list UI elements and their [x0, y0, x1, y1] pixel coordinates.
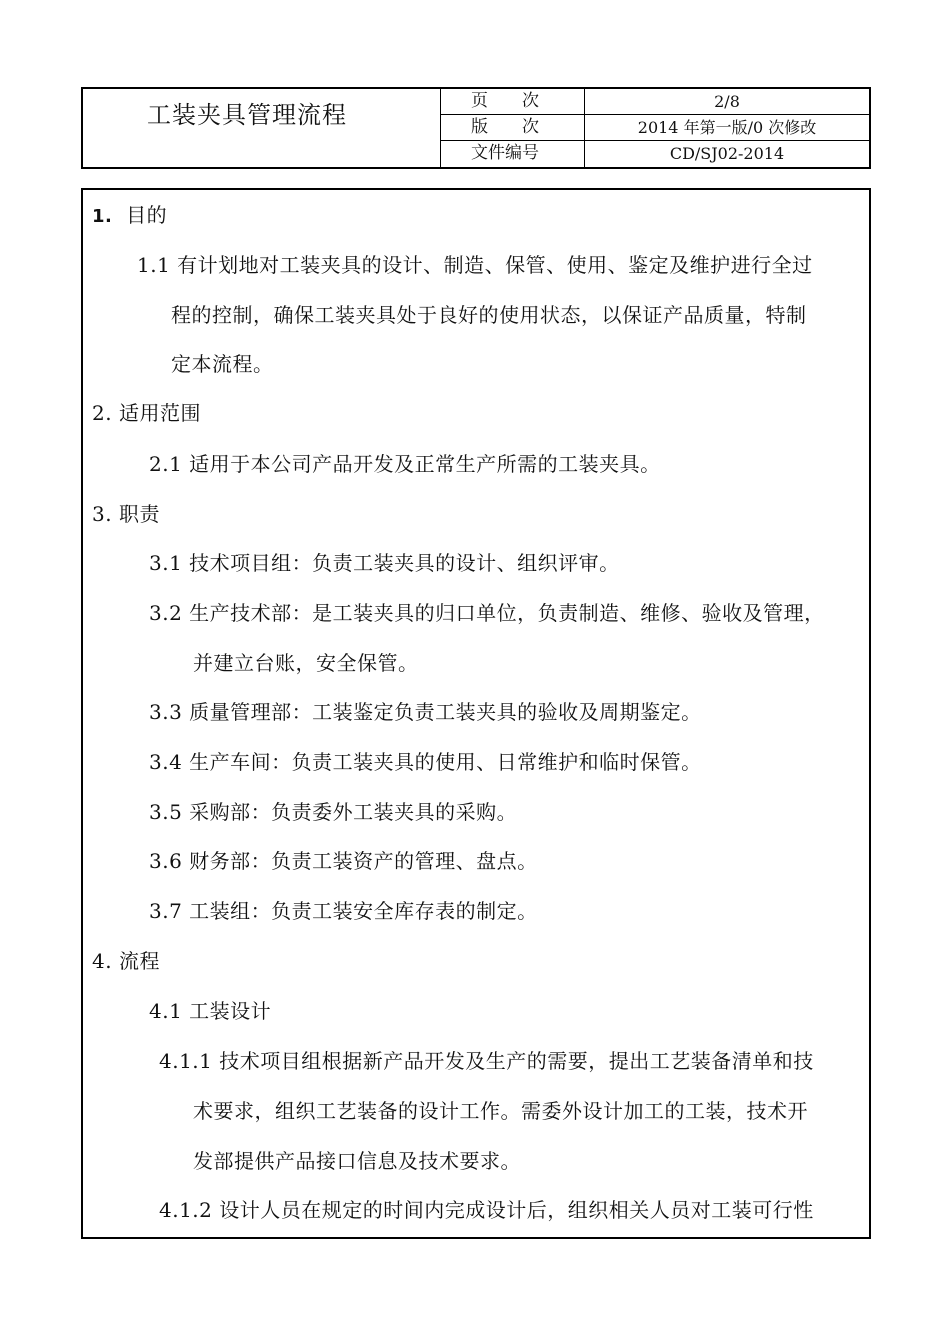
- section-1-1-line-2: 程的控制，确保工装夹具处于良好的使用状态，以保证产品质量，特制: [171, 303, 807, 327]
- section-3-7: 3.7 工装组：负责工装安全库存表的制定。: [149, 899, 538, 923]
- page-label: 页 次: [441, 89, 585, 114]
- header-row-page: [441, 89, 869, 115]
- section-3-heading: 3. 职责: [92, 502, 160, 526]
- document-title: 工装夹具管理流程: [83, 89, 441, 167]
- section-4-1-2-line-1: 4.1.2 设计人员在规定的时间内完成设计后，组织相关人员对工装可行性: [159, 1198, 814, 1222]
- section-3-2-line-1: 3.2 生产技术部：是工装夹具的归口单位，负责制造、维修、验收及管理，: [149, 601, 825, 625]
- header-info-table: [441, 89, 869, 167]
- section-1-number: 1.: [92, 206, 113, 227]
- section-2-1: 2.1 适用于本公司产品开发及正常生产所需的工装夹具。: [149, 452, 661, 476]
- section-1-heading: [92, 202, 167, 230]
- document-body: [81, 188, 871, 1239]
- header-row-doc-number: [441, 141, 869, 167]
- section-1-1-line-3: 定本流程。: [171, 352, 274, 376]
- section-4-1-1-line-3: 发部提供产品接口信息及技术要求。: [193, 1149, 521, 1173]
- section-3-6: 3.6 财务部：负责工装资产的管理、盘点。: [149, 849, 538, 873]
- section-4-1-1-line-1: 4.1.1 技术项目组根据新产品开发及生产的需要，提出工艺装备清单和技: [159, 1049, 814, 1073]
- section-3-1: 3.1 技术项目组：负责工装夹具的设计、组织评审。: [149, 551, 620, 575]
- section-2-heading: 2. 适用范围: [92, 401, 201, 425]
- section-3-4: 3.4 生产车间：负责工装夹具的使用、日常维护和临时保管。: [149, 750, 702, 774]
- section-3-3: 3.3 质量管理部：工装鉴定负责工装夹具的验收及周期鉴定。: [149, 700, 702, 724]
- header-row-version: [441, 115, 869, 141]
- section-4-heading: 4. 流程: [92, 949, 160, 973]
- section-1-title: 目的: [126, 203, 168, 227]
- version-value: 2014 年第一版/0 次修改: [637, 118, 817, 137]
- version-label: 版 次: [441, 115, 585, 140]
- section-1-1-line-1: 1.1 有计划地对工装夹具的设计、制造、保管、使用、鉴定及维护进行全过: [137, 253, 813, 277]
- section-3-5: 3.5 采购部：负责委外工装夹具的采购。: [149, 800, 518, 824]
- section-4-1-1-line-2: 术要求，组织工艺装备的设计工作。需委外设计加工的工装，技术开: [193, 1099, 808, 1123]
- doc-number-label: 文件编号: [441, 141, 585, 167]
- doc-number-value: CD/SJ02-2014: [669, 144, 785, 163]
- section-4-1: 4.1 工装设计: [149, 999, 272, 1023]
- document-header: [81, 87, 871, 169]
- section-3-2-line-2: 并建立台账，安全保管。: [193, 651, 419, 675]
- page-value: 2/8: [714, 92, 740, 111]
